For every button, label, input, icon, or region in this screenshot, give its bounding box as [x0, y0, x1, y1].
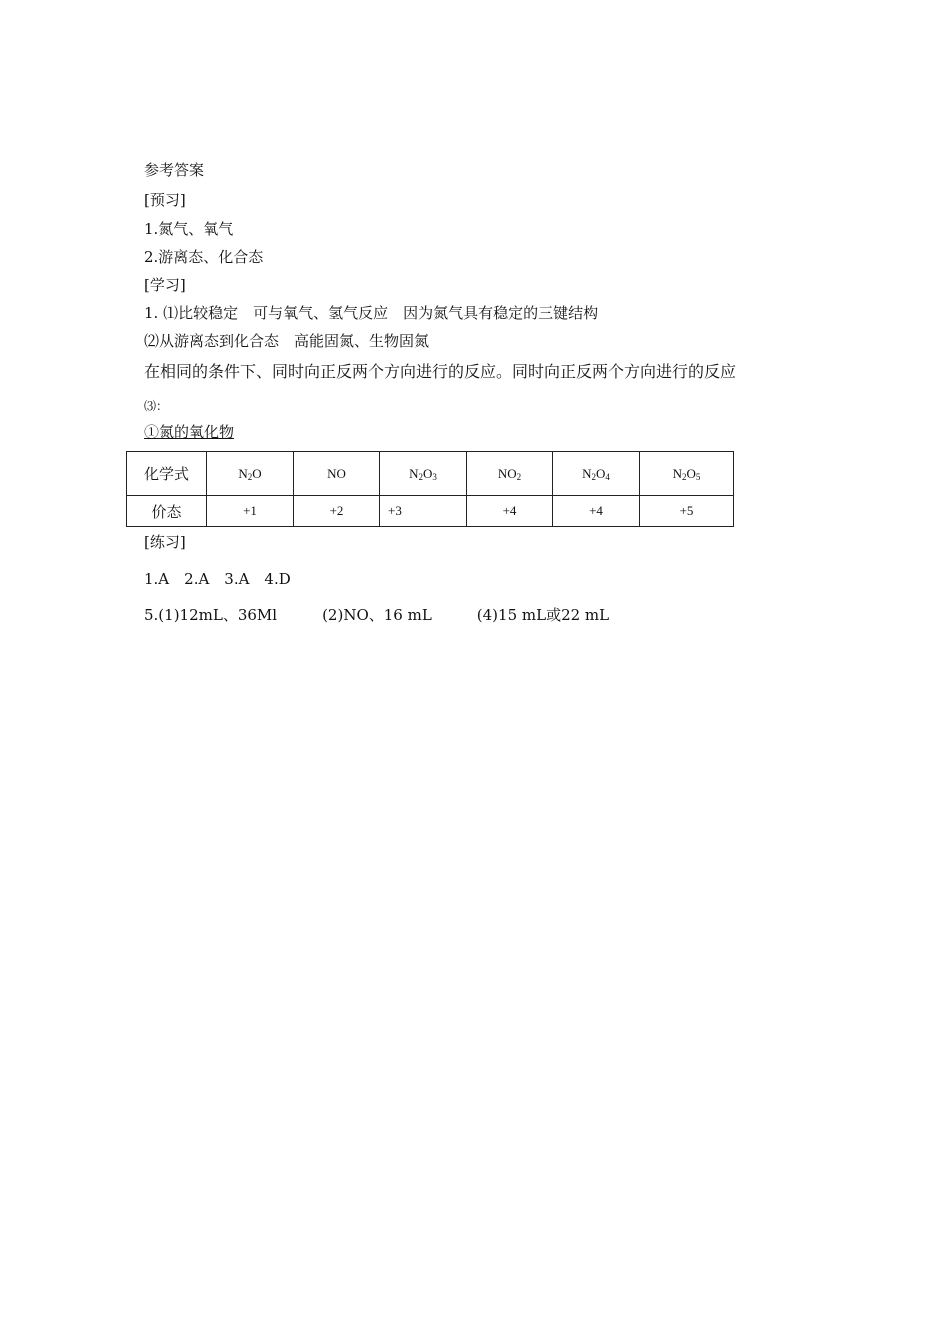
- practice-item-2: 5.(1)12mL、36Ml (2)NO、16 mL (4)15 mL或22 mL: [144, 606, 610, 624]
- oxides-table: [126, 451, 734, 527]
- formula-header-cell: 化学式: [127, 452, 207, 496]
- study-heading: [学习]: [144, 276, 186, 294]
- formula-cell: NO: [294, 452, 380, 496]
- valence-cell: +5: [640, 496, 734, 527]
- valence-cell: +4: [553, 496, 640, 527]
- study-item-1: 1. ⑴比较稳定 可与氧气、氢气反应 因为氮气具有稳定的三键结构: [144, 304, 599, 322]
- practice-heading: [练习]: [144, 533, 186, 551]
- valence-cell: +4: [467, 496, 553, 527]
- formula-cell: $N_2O_4$: [553, 452, 640, 496]
- formula-cell: $N_2O_5$: [640, 452, 734, 496]
- formula-cell: $NO_2$: [467, 452, 553, 496]
- study-item-3: 在相同的条件下、同时向正反两个方向进行的反应。同时向正反两个方向进行的反应: [144, 362, 737, 381]
- preview-item-2: 2.游离态、化合态: [144, 248, 264, 266]
- valence-cell: +3: [380, 496, 467, 527]
- study-item-2: ⑵从游离态到化合态 高能固氮、生物固氮: [144, 332, 430, 350]
- formula-row: [127, 452, 734, 496]
- valence-cell: +1: [207, 496, 294, 527]
- valence-header-cell: 价态: [127, 496, 207, 527]
- formula-cell: $N_2O_3$: [380, 452, 467, 496]
- study-item-4: ⑶：: [144, 399, 169, 413]
- preview-heading: [预习]: [144, 191, 186, 209]
- preview-item-1: 1.氮气、氧气: [144, 220, 234, 238]
- practice-item-1: 1.A 2.A 3.A 4.D: [144, 570, 291, 588]
- valence-row: [127, 496, 734, 527]
- oxides-subheading: ①氮的氧化物: [144, 423, 235, 441]
- valence-cell: +2: [294, 496, 380, 527]
- answer-title: 参考答案: [144, 161, 205, 179]
- formula-cell: $N_2O$: [207, 452, 294, 496]
